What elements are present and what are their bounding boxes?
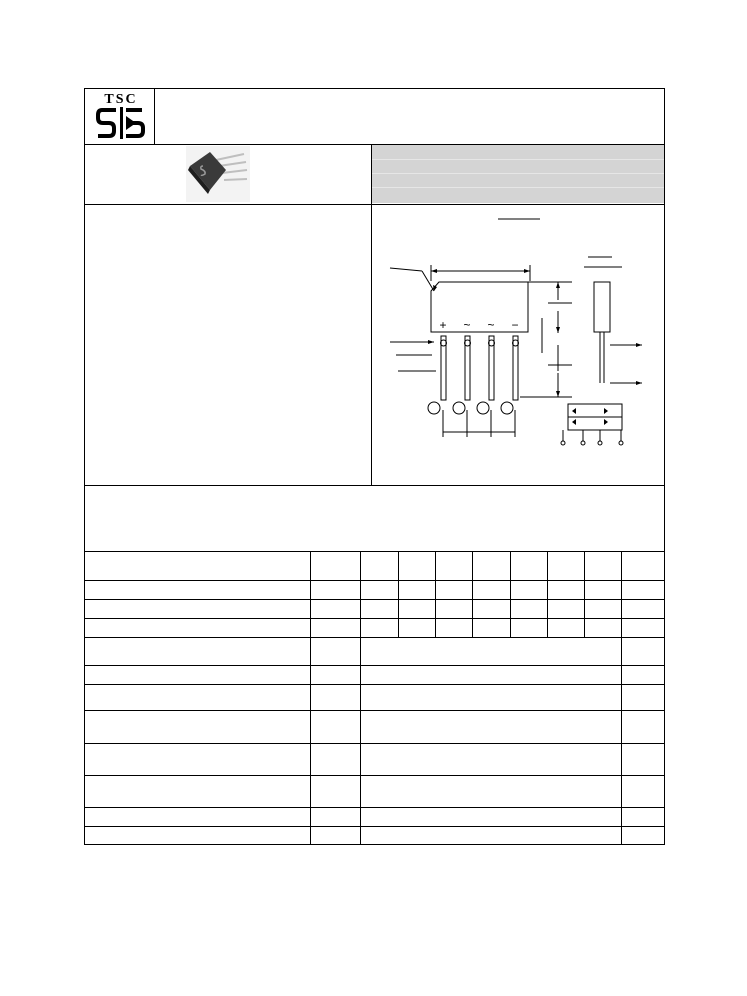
table-col-divider <box>310 551 311 845</box>
table-row-rule <box>84 599 665 600</box>
table-row-rule <box>84 743 665 744</box>
table-col-divider <box>621 551 622 845</box>
company-logo-text: TSC <box>104 92 138 107</box>
table-col-divider <box>398 551 399 638</box>
table-top-rule <box>84 551 665 552</box>
table-col-divider <box>547 551 548 638</box>
pin-symbol: − <box>511 318 519 332</box>
product-photo <box>186 146 250 202</box>
company-logo-icon <box>96 106 146 140</box>
table-row-rule <box>84 807 665 808</box>
pin-symbol: ~ <box>487 318 495 332</box>
table-row-rule <box>84 618 665 619</box>
row3-bottom-rule <box>84 485 665 486</box>
package-outline-drawing <box>372 205 664 485</box>
table-row-rule <box>84 775 665 776</box>
part-number-panel <box>372 145 664 203</box>
table-row-rule <box>84 826 665 827</box>
table-col-divider <box>360 551 361 845</box>
table-col-divider <box>510 551 511 638</box>
pin-symbol: + <box>439 318 447 332</box>
table-row-rule <box>84 580 665 581</box>
table-row-rule <box>84 684 665 685</box>
table-row-rule <box>84 710 665 711</box>
table-row-rule <box>84 637 665 638</box>
table-row-rule <box>84 665 665 666</box>
pin-symbol: ~ <box>463 318 471 332</box>
table-col-divider <box>584 551 585 638</box>
table-col-divider <box>472 551 473 638</box>
table-col-divider <box>435 551 436 638</box>
header-divider <box>154 88 155 144</box>
